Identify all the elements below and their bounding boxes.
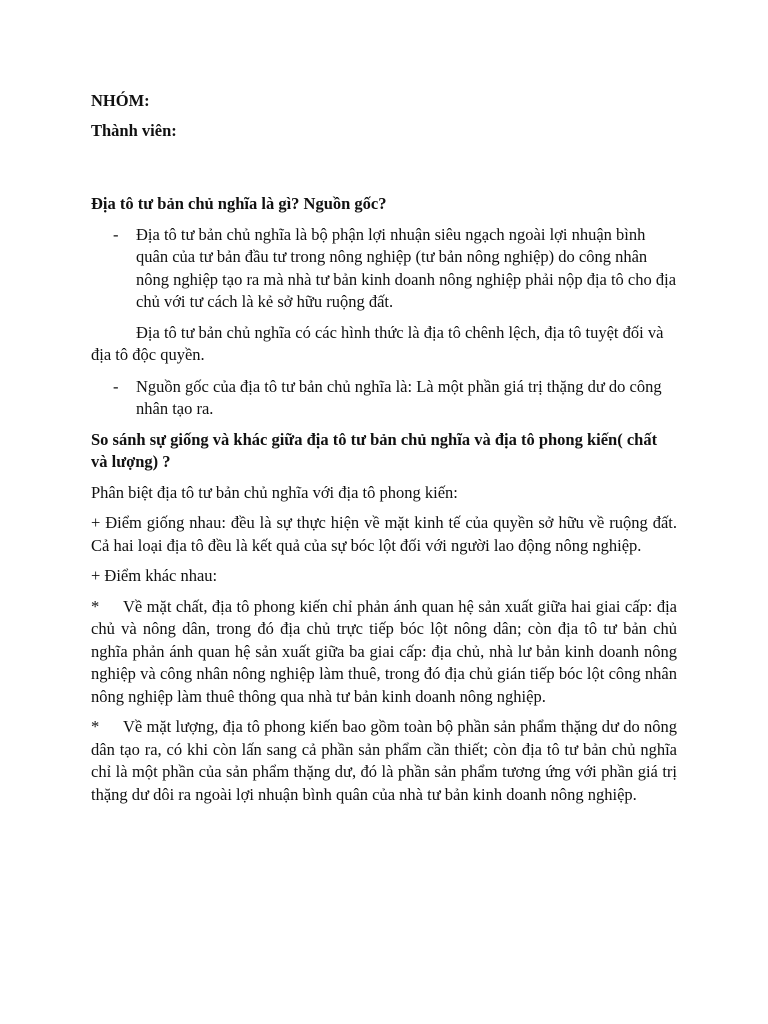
asterisk-mark: *: [91, 596, 100, 616]
asterisk-mark: *: [91, 717, 100, 736]
quality-paragraph: [91, 596, 677, 709]
definition-text: Địa tô tư bản chủ nghĩa là bộ phận lợi nhuận siêu ngạch ngoài lợi nhuận bình quân của tư bản đầu tư trong nông nghiệp (tư bản nông nghiệp) do công nhân nông nghiệp tạo ra mà nhà tư bản kinh doanh nông nghiệp phải nộp địa tô cho địa chủ với tư cách là kẻ sở hữu ruộng đất.: [136, 224, 677, 311]
quantity-paragraph: [91, 716, 677, 806]
quality-text: Về mặt chất, địa tô phong kiến chỉ phản ánh quan hệ sản xuất giữa hai giai cấp: địa chủ và nông dân, trong đó địa chủ trực tiếp bóc lột nông dân; còn địa tô tư bản chủ nghĩa phản ánh quan hệ sản xuất giữa ba giai cấp: địa chủ, nhà lư bản kinh doanh nông nghiệp và công nhân nông nghiệp làm thuê, trong đó địa chủ gián tiếp bóc lột công nhân nông nghiệp làm thuê thông qua nhà tư bản kinh doanh nông nghiệp.: [91, 596, 677, 706]
question-1-heading: Địa tô tư bản chủ nghĩa là gì? Nguồn gốc?: [91, 194, 387, 213]
similarities-paragraph: + Điểm giống nhau: đều là sự thực hiện về mặt kinh tế của quyền sở hữu về ruộng đất. Cả hai loại địa tô đều là kết quả của sự bóc lột đối với người lao động nông nghiệp.: [91, 513, 677, 555]
members-label: Thành viên:: [91, 120, 177, 140]
document-page: [91, 90, 677, 806]
forms-paragraph: Địa tô tư bản chủ nghĩa có các hình thức là địa tô chênh lệch, địa tô tuyệt đối và địa tô độc quyền.: [91, 322, 664, 364]
quantity-text: Về mặt lượng, địa tô phong kiến bao gồm toàn bộ phần sản phẩm thặng dư do nông dân tạo ra, có khi còn lấn sang cả phần sản phẩm cần thiết; còn địa tô tư bản chủ nghĩa chỉ là một phần của sản phẩm thặng dư, đó là phần sản phẩm tương ứng với phần giá trị thặng dư dôi ra ngoài lợi nhuận bình quân của nhà tư bản kinh doanh nông nghiệp.: [91, 717, 677, 804]
definition-bullet: [91, 224, 677, 314]
question-2-heading: So sánh sự giống và khác giữa địa tô tư bản chủ nghĩa và địa tô phong kiến( chất và lượng) ?: [91, 429, 658, 471]
group-label: NHÓM:: [91, 91, 150, 110]
comparison-intro: Phân biệt địa tô tư bản chủ nghĩa với địa tô phong kiến:: [91, 482, 458, 502]
differences-label: + Điểm khác nhau:: [91, 566, 218, 585]
bullet-dash: -: [113, 224, 119, 244]
origin-text: Nguồn gốc của địa tô tư bản chủ nghĩa là: Là một phần giá trị thặng dư do công nhân tạo ra.: [136, 376, 662, 418]
bullet-dash: -: [113, 376, 119, 396]
origin-bullet: [91, 376, 677, 421]
